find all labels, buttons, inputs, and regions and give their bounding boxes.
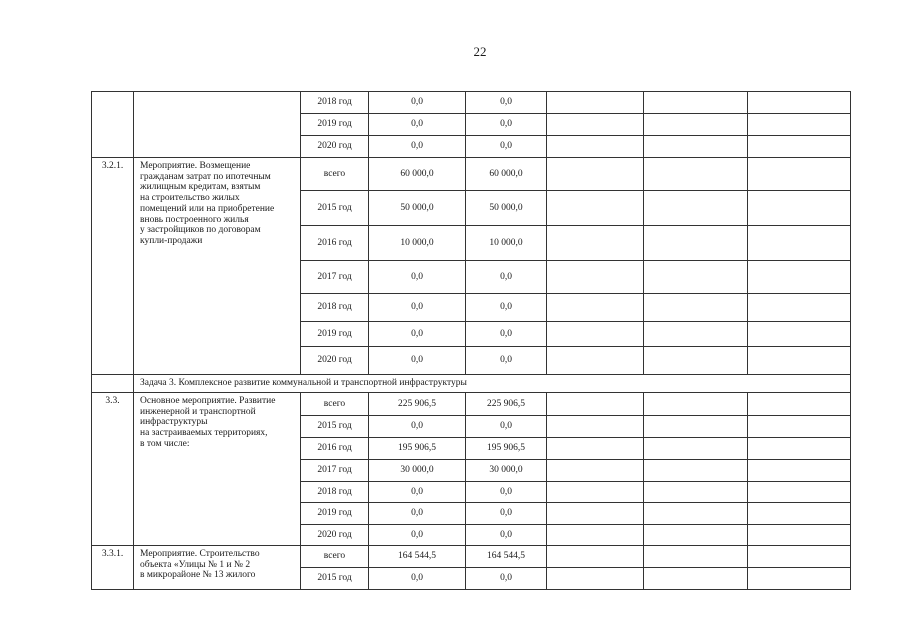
amount-cell: 10 000,0 xyxy=(466,226,547,261)
empty-cell xyxy=(748,158,851,191)
item-description-cell: Основное мероприятие. Развитие инженерной и транспортной инфраструктуры на застраиваемых территориях, в том числе: xyxy=(134,393,301,546)
item-description-cell: Мероприятие. Возмещение гражданам затрат по ипотечным жилищным кредитам, взятым на строительство жилых помещений или на приобретение вновь построенного жилья у застройщиков по договорам купли-продажи xyxy=(134,158,301,375)
empty-cell xyxy=(547,416,644,438)
empty-cell xyxy=(644,438,748,460)
empty-cell xyxy=(748,416,851,438)
amount-cell: 0,0 xyxy=(369,322,466,347)
empty-cell xyxy=(644,158,748,191)
year-cell: всего xyxy=(301,393,369,416)
empty-cell xyxy=(644,261,748,294)
empty-cell xyxy=(748,460,851,482)
amount-cell: 10 000,0 xyxy=(369,226,466,261)
amount-cell: 0,0 xyxy=(369,503,466,525)
amount-cell: 0,0 xyxy=(466,92,547,114)
year-cell: 2020 год xyxy=(301,525,369,546)
budget-table xyxy=(91,91,851,590)
year-cell: 2017 год xyxy=(301,460,369,482)
empty-cell xyxy=(644,322,748,347)
empty-cell xyxy=(748,92,851,114)
empty-cell xyxy=(547,114,644,136)
year-cell: 2015 год xyxy=(301,416,369,438)
amount-cell: 60 000,0 xyxy=(466,158,547,191)
year-cell: 2018 год xyxy=(301,294,369,322)
empty-cell xyxy=(547,158,644,191)
empty-cell xyxy=(748,226,851,261)
table-row xyxy=(92,158,851,191)
amount-cell: 0,0 xyxy=(466,294,547,322)
empty-cell xyxy=(547,347,644,375)
empty-cell xyxy=(547,460,644,482)
empty-cell xyxy=(748,294,851,322)
empty-cell xyxy=(644,347,748,375)
amount-cell: 0,0 xyxy=(466,114,547,136)
empty-cell xyxy=(644,568,748,590)
year-cell: 2020 год xyxy=(301,136,369,158)
year-cell: 2016 год xyxy=(301,438,369,460)
amount-cell: 0,0 xyxy=(466,347,547,375)
year-cell: 2015 год xyxy=(301,191,369,226)
empty-cell xyxy=(644,546,748,568)
empty-cell xyxy=(748,525,851,546)
empty-cell xyxy=(547,393,644,416)
year-cell: всего xyxy=(301,546,369,568)
table-row xyxy=(92,546,851,568)
empty-cell xyxy=(644,393,748,416)
empty-cell xyxy=(748,114,851,136)
amount-cell: 0,0 xyxy=(466,136,547,158)
amount-cell: 0,0 xyxy=(369,261,466,294)
amount-cell: 60 000,0 xyxy=(369,158,466,191)
year-cell: 2018 год xyxy=(301,92,369,114)
item-number-cell: 3.3. xyxy=(92,393,134,546)
table-row xyxy=(92,393,851,416)
amount-cell: 164 544,5 xyxy=(369,546,466,568)
empty-cell xyxy=(644,136,748,158)
item-description-cell: Мероприятие. Строительство объекта «Улицы № 1 и № 2 в микрорайоне № 13 жилого xyxy=(134,546,301,590)
empty-cell xyxy=(547,482,644,503)
empty-cell xyxy=(547,294,644,322)
empty-cell xyxy=(748,568,851,590)
empty-cell xyxy=(547,226,644,261)
empty-cell xyxy=(748,438,851,460)
empty-cell xyxy=(547,568,644,590)
empty-cell xyxy=(547,438,644,460)
empty-cell xyxy=(644,226,748,261)
year-cell: 2017 год xyxy=(301,261,369,294)
amount-cell: 0,0 xyxy=(466,568,547,590)
amount-cell: 0,0 xyxy=(466,525,547,546)
amount-cell: 50 000,0 xyxy=(466,191,547,226)
year-cell: всего xyxy=(301,158,369,191)
amount-cell: 195 906,5 xyxy=(466,438,547,460)
empty-cell xyxy=(644,525,748,546)
table-row xyxy=(92,92,851,114)
item-number-cell xyxy=(92,92,134,158)
item-number-cell: 3.3.1. xyxy=(92,546,134,590)
item-description-cell xyxy=(134,92,301,158)
year-cell: 2019 год xyxy=(301,114,369,136)
empty-cell xyxy=(748,503,851,525)
task-heading: Задача 3. Комплексное развитие коммунальной и транспортной инфраструктуры xyxy=(134,375,851,393)
amount-cell: 0,0 xyxy=(369,482,466,503)
empty-cell xyxy=(547,191,644,226)
amount-cell: 195 906,5 xyxy=(369,438,466,460)
empty-cell xyxy=(547,136,644,158)
empty-cell xyxy=(547,92,644,114)
amount-cell: 0,0 xyxy=(466,482,547,503)
empty-cell xyxy=(748,322,851,347)
amount-cell: 0,0 xyxy=(369,347,466,375)
empty-cell xyxy=(644,460,748,482)
year-cell: 2020 год xyxy=(301,347,369,375)
table-row xyxy=(92,375,851,393)
empty-cell xyxy=(644,482,748,503)
empty-cell xyxy=(644,416,748,438)
amount-cell: 30 000,0 xyxy=(369,460,466,482)
year-cell: 2016 год xyxy=(301,226,369,261)
amount-cell: 0,0 xyxy=(369,114,466,136)
year-cell: 2019 год xyxy=(301,322,369,347)
item-number-cell: 3.2.1. xyxy=(92,158,134,375)
empty-cell xyxy=(644,191,748,226)
amount-cell: 225 906,5 xyxy=(466,393,547,416)
empty-cell xyxy=(644,503,748,525)
empty-cell xyxy=(748,347,851,375)
amount-cell: 30 000,0 xyxy=(466,460,547,482)
empty-cell xyxy=(547,261,644,294)
empty-cell xyxy=(748,136,851,158)
empty-cell xyxy=(748,261,851,294)
empty-cell xyxy=(748,191,851,226)
empty-cell xyxy=(644,294,748,322)
amount-cell: 50 000,0 xyxy=(369,191,466,226)
amount-cell: 0,0 xyxy=(466,322,547,347)
empty-cell xyxy=(644,114,748,136)
empty-cell xyxy=(644,92,748,114)
amount-cell: 0,0 xyxy=(369,294,466,322)
empty-cell xyxy=(547,525,644,546)
year-cell: 2019 год xyxy=(301,503,369,525)
empty-cell xyxy=(547,546,644,568)
year-cell: 2015 год xyxy=(301,568,369,590)
amount-cell: 0,0 xyxy=(466,261,547,294)
amount-cell: 0,0 xyxy=(466,503,547,525)
empty-cell xyxy=(748,546,851,568)
amount-cell: 0,0 xyxy=(369,525,466,546)
empty-cell xyxy=(748,393,851,416)
amount-cell: 0,0 xyxy=(369,136,466,158)
amount-cell: 225 906,5 xyxy=(369,393,466,416)
amount-cell: 0,0 xyxy=(369,568,466,590)
empty-cell xyxy=(547,503,644,525)
empty-cell xyxy=(748,482,851,503)
amount-cell: 164 544,5 xyxy=(466,546,547,568)
empty-cell xyxy=(92,375,134,393)
amount-cell: 0,0 xyxy=(369,416,466,438)
page-number: 22 xyxy=(473,44,487,59)
amount-cell: 0,0 xyxy=(466,416,547,438)
year-cell: 2018 год xyxy=(301,482,369,503)
amount-cell: 0,0 xyxy=(369,92,466,114)
empty-cell xyxy=(547,322,644,347)
